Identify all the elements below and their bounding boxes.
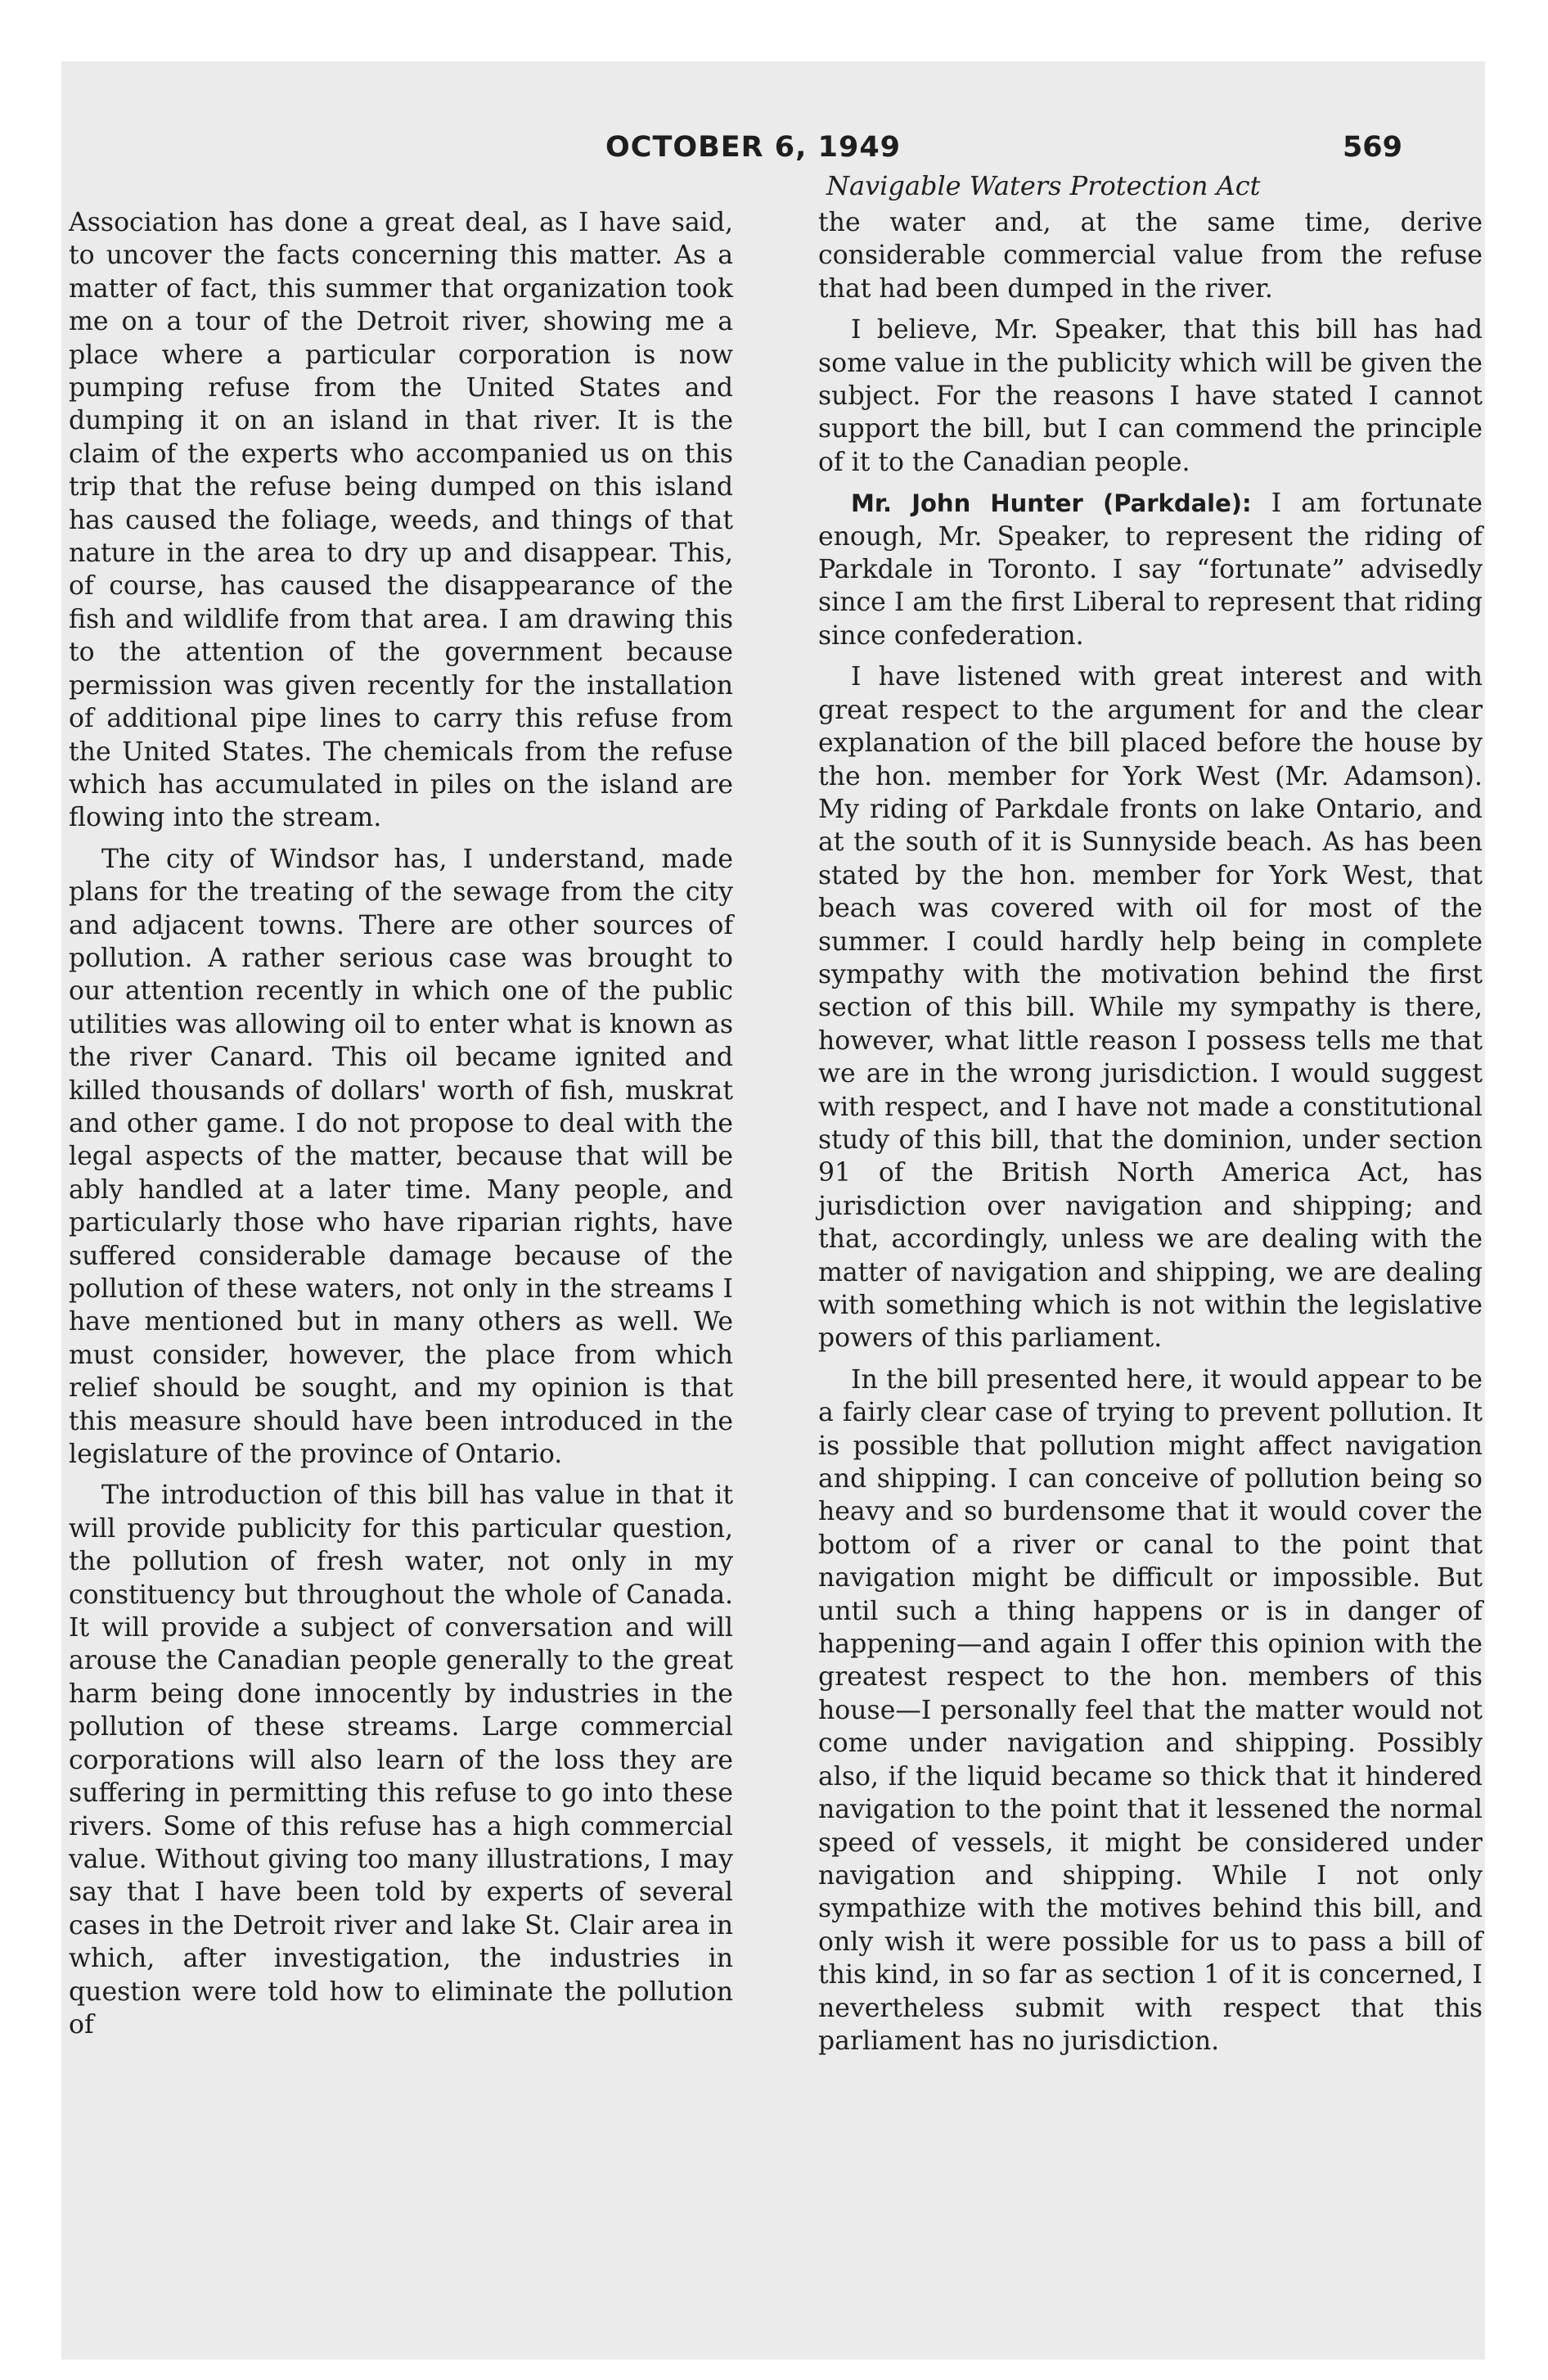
speaker-name: Mr. John Hunter (Parkdale): (851, 489, 1252, 518)
header-date: OCTOBER 6, 1949 (605, 131, 902, 164)
page-header (0, 131, 1548, 172)
right-column (818, 206, 1483, 2066)
left-column (69, 206, 733, 2049)
right-paragraph-5: In the bill presented here, it would appear to be a fairly clear case of trying to prevent pollution. It is possible that pollution might affect navigation and shipping. I can conceive of pollution being so heavy and so burdensome that it would cover the bottom of a river or canal to the point that navigation might be difficult or impossible. But until such a thing happens or is in danger of happening—and again I offer this opinion with the greatest respect to the hon. members of this house—I personally feel that the matter would not come under navigation and shipping. Possibly also, if the liquid became so thick that it hindered navigation to the point that it lessened the normal speed of vessels, it might be considered under navigation and shipping. While I not only sympathize with the motives behind this bill, and only wish it were possible for us to pass a bill of this kind, in so far as section 1 of it is concerned, I nevertheless submit with respect that this parliament has no jurisdiction. (818, 1364, 1483, 2056)
right-paragraph-1: the water and, at the same time, derive considerable commercial value from the refuse that had been dumped in the river. (818, 208, 1483, 304)
speaker-paragraph (818, 487, 1483, 652)
left-paragraph-3: The introduction of this bill has value in that it will provide publicity for this particular question, the pollution of fresh water, not only in my constituency but throughout the whole of Canada. It will provide a subject of conversation and will arouse the Canadian people generally to the great harm being done innocently by industries in the pollution of these streams. Large commercial corporations will also learn of the loss they are suffering in permitting this refuse to go into these rivers. Some of this refuse has a high commercial value. Without giving too many illustrations, I may say that I have been told by experts of several cases in the Detroit river and lake St. Clair area in which, after investigation, the industries in question were told how to eliminate the pollution of (69, 1481, 733, 2040)
right-paragraph-4: I have listened with great interest and with great respect to the argument for and the clear explanation of the bill placed before the house by the hon. member for York West (Mr. Adamson). My riding of Parkdale fronts on lake Ontario, and at the south of it is Sunnyside beach. As has been stated by the hon. member for York West, that beach was covered with oil for most of the summer. I could hardly help being in complete sympathy with the motivation behind the first section of this bill. While my sympathy is there, however, what little reason I possess tells me that we are in the wrong jurisdiction. I would suggest with respect, and I have not made a constitutional study of this bill, that the dominion, under section 91 of the British North America Act, has jurisdiction over navigation and shipping; and that, accordingly, unless we are dealing with the matter of navigation and shipping, we are dealing with something which is not within the legislative powers of this parliament. (818, 662, 1483, 1354)
speaker-remark-1: I am fortunate enough, Mr. Speaker, to represent the riding of Parkdale in Toronto. I say “fortunate” advisedly since I am the first Liberal to represent that riding since confederation. (818, 489, 1483, 651)
running-title: Navigable Waters Protection Act (826, 170, 1261, 201)
left-paragraph-2: The city of Windsor has, I understand, made plans for the treating of the sewage from the city and adjacent towns. There are other sources of pollution. A rather serious case was brought to our attention recently in which one of the public utilities was allowing oil to enter what is known as the river Canard. This oil became ignited and killed thousands of dollars' worth of fish, muskrat and other game. I do not propose to deal with the legal aspects of the matter, because that will be ably handled at a later time. Many people, and particularly those who have riparian rights, have suffered considerable damage because of the pollution of these waters, not only in the streams I have mentioned but in many others as well. We must consider, however, the place from which relief should be sought, and my opinion is that this measure should have been introduced in the legislature of the province of Ontario. (69, 844, 733, 1470)
left-paragraph-1: Association has done a great deal, as I have said, to uncover the facts concerning this matter. As a matter of fact, this summer that organization took me on a tour of the Detroit river, showing me a place where a particular corporation is now pumping refuse from the United States and dumping it on an island in that river. It is the claim of the experts who accompanied us on this trip that the refuse being dumped on this island has caused the foliage, weeds, and things of that nature in the area to dry up and disappear. This, of course, has caused the disappearance of the fish and wildlife from that area. I am drawing this to the attention of the government because permission was given recently for the installation of additional pipe lines to carry this refuse from the United States. The chemicals from the refuse which has accumulated in piles on the island are flowing into the stream. (69, 208, 733, 833)
right-paragraph-2: I believe, Mr. Speaker, that this bill has had some value in the publicity which will be given the subject. For the reasons I have stated I cannot support the bill, but I can commend the principle of it to the Canadian people. (818, 315, 1483, 477)
page-number: 569 (1342, 131, 1402, 164)
